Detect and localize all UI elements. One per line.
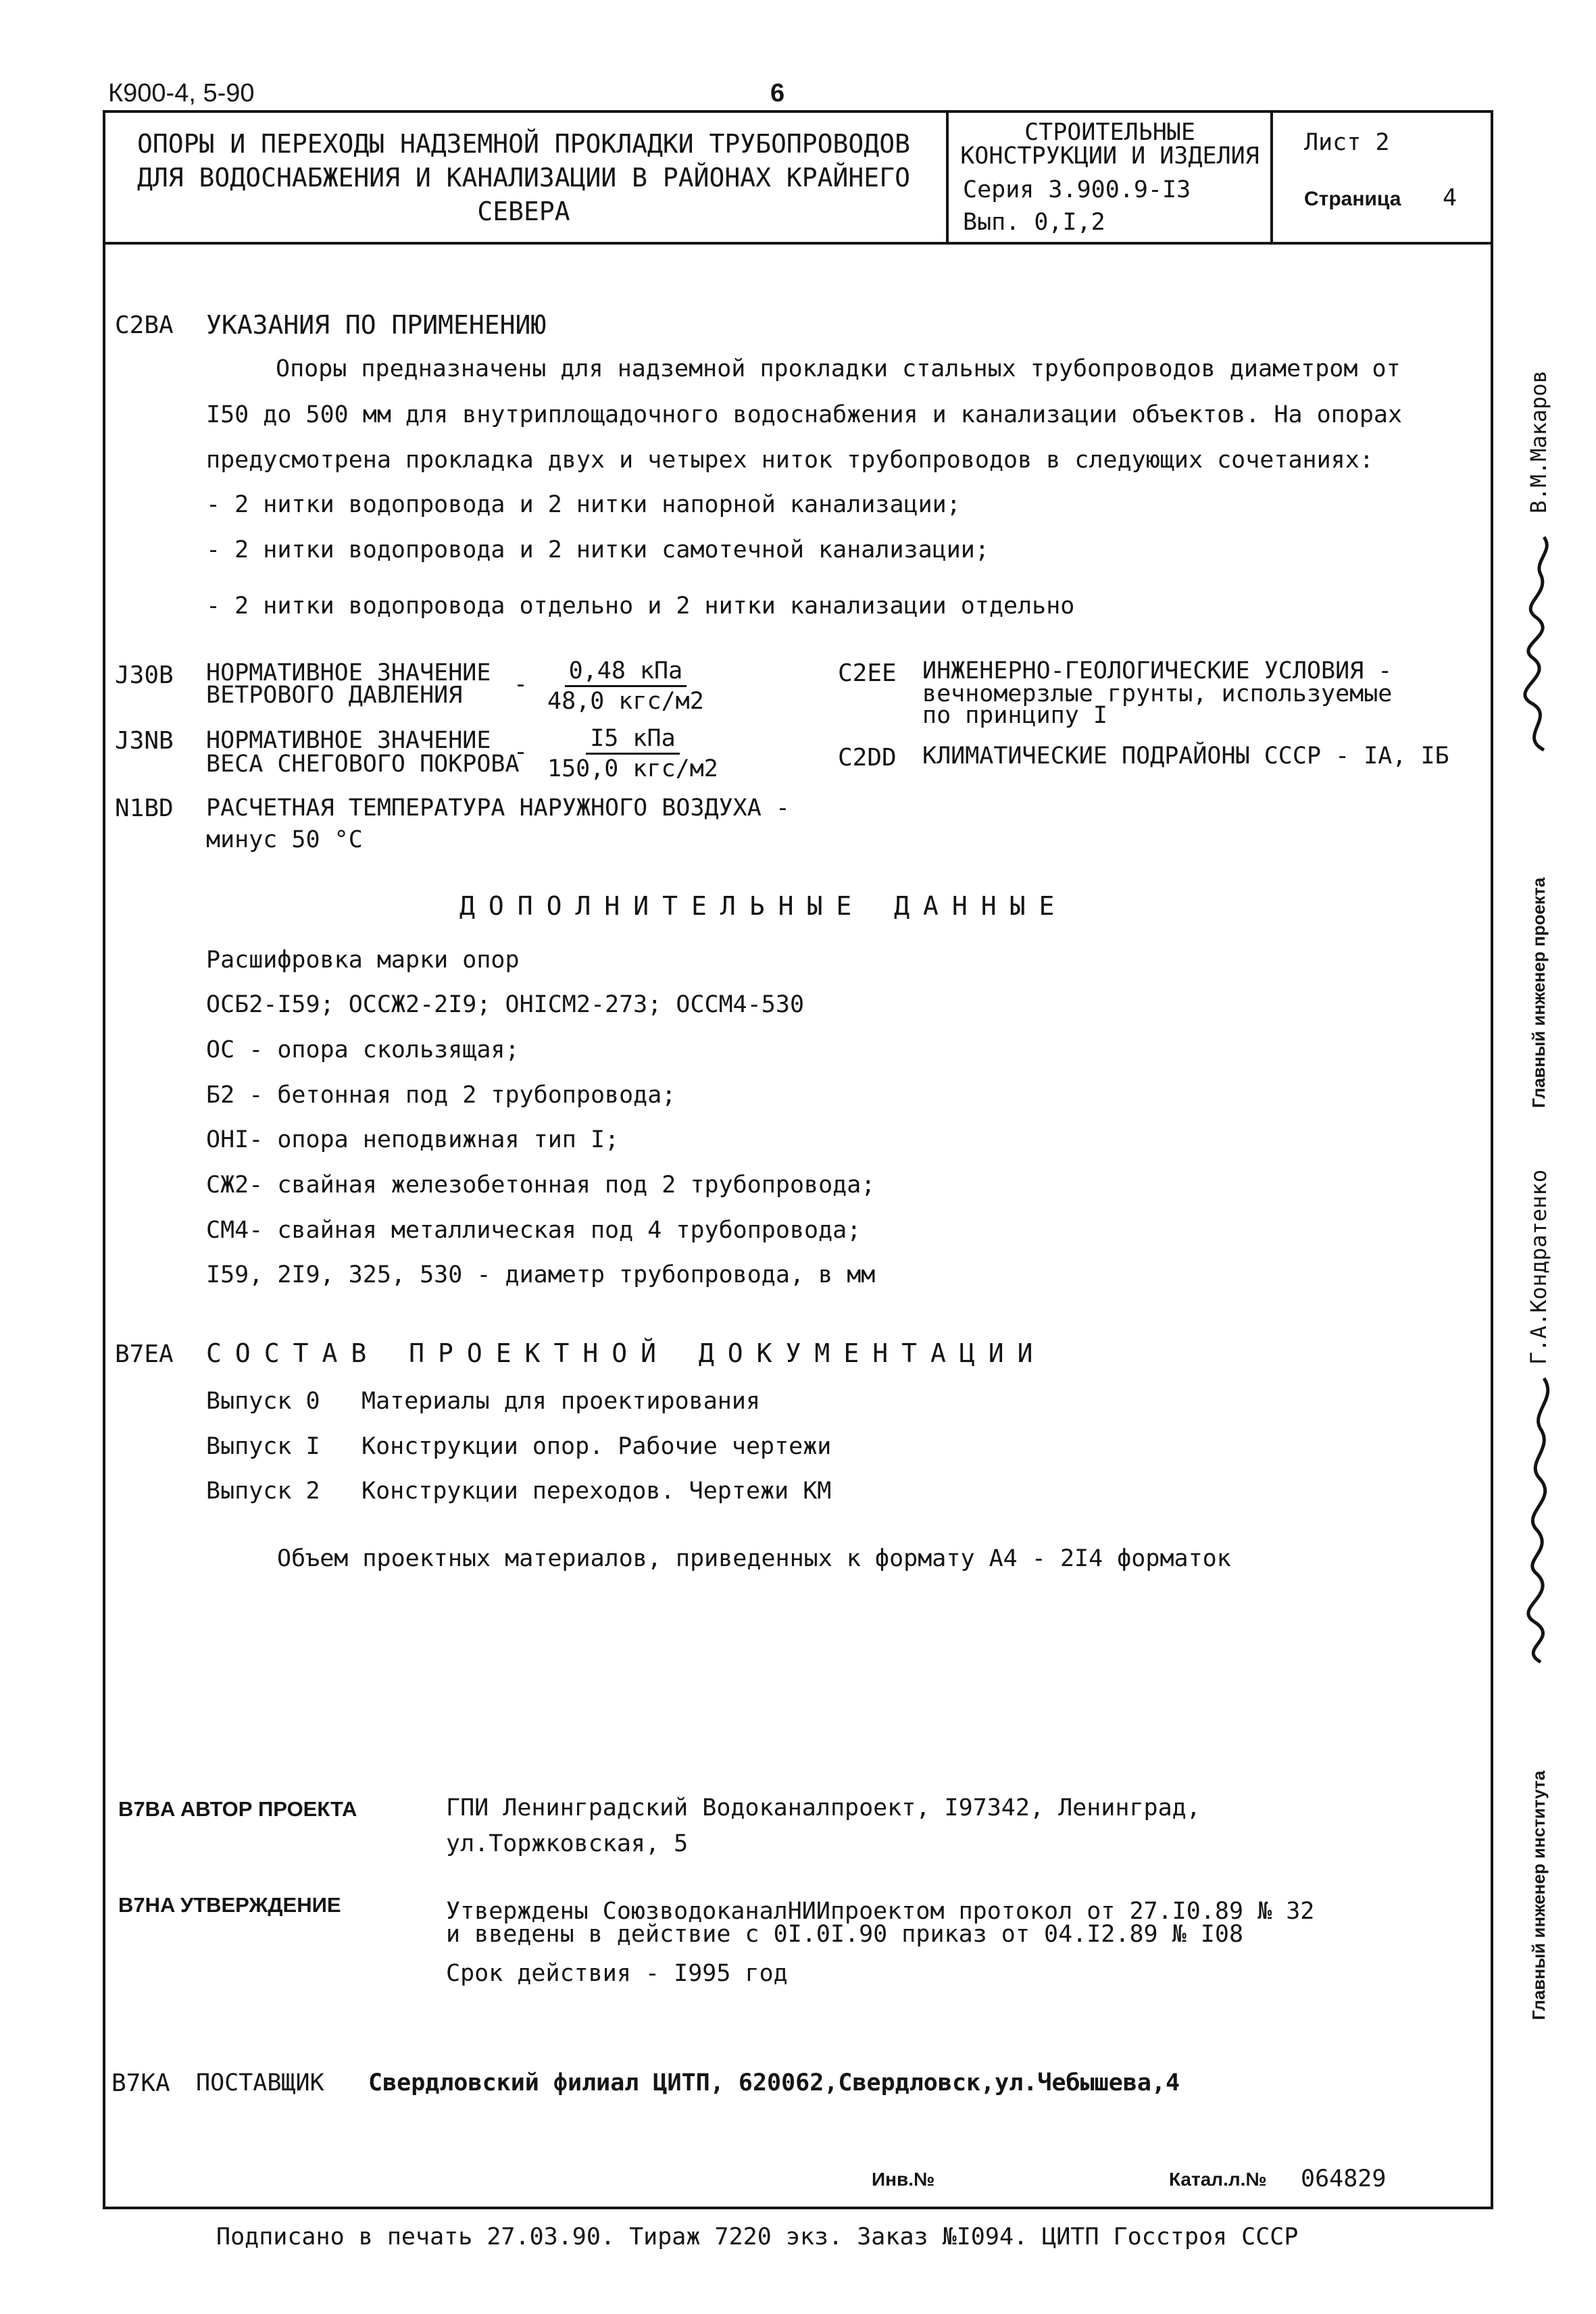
catalog-number: 064829: [1301, 2165, 1387, 2192]
page-value: 4: [1443, 184, 1457, 211]
snow-code: J3NB: [115, 727, 174, 755]
snow-label-2: ВЕСА СНЕГОВОГО ПОКРОВА: [206, 751, 520, 778]
wind-code: J30B: [115, 661, 174, 689]
geo-line-1: ИНЖЕНЕРНО-ГЕОЛОГИЧЕСКИЕ УСЛОВИЯ -: [922, 657, 1393, 684]
composition-issue-2: Выпуск 2: [206, 1478, 320, 1505]
supplier-label: ПОСТАВЩИК: [196, 2069, 324, 2096]
application-code: C2BA: [115, 311, 174, 339]
additional-line-8: I59, 2I9, 325, 530 - диаметр трубопровода, в мм: [206, 1261, 876, 1288]
issue-label: Вып. 0,I,2: [963, 209, 1105, 236]
snow-fraction: [547, 724, 718, 783]
additional-line-7: СМ4- свайная металлическая под 4 трубопровода;: [206, 1217, 862, 1244]
additional-line-4: Б2 - бетонная под 2 трубопровода;: [206, 1082, 676, 1109]
page-number: 6: [770, 79, 785, 107]
sheet-label: Лист 2: [1304, 129, 1390, 156]
snow-label-1: НОРМАТИВНОЕ ЗНАЧЕНИЕ: [206, 727, 491, 754]
author-line-1: ГПИ Ленинградский Водоканалпроект, I97342, Ленинград,: [446, 1794, 1201, 1821]
application-bullet-2: - 2 нитки водопровода и 2 нитки самотечной канализации;: [206, 536, 989, 563]
snow-value-kpa: I5 кПа: [586, 724, 679, 755]
application-para-line-1: Опоры предназначены для надземной прокладки стальных трубопроводов диаметром от: [276, 355, 1401, 382]
category-line-1: СТРОИТЕЛЬНЫЕ: [1024, 119, 1195, 146]
climate-text: КЛИМАТИЧЕСКИЕ ПОДРАЙОНЫ СССР - IA, IБ: [922, 743, 1449, 770]
print-info: Подписано в печать 27.03.90. Тираж 7220 экз. Заказ №I094. ЦИТП Госстроя СССР: [216, 2223, 1299, 2250]
additional-line-3: ОС - опора скользящая;: [206, 1036, 520, 1063]
composition-issue-1: Выпуск I: [206, 1433, 320, 1460]
wind-label-1: НОРМАТИВНОЕ ЗНАЧЕНИЕ: [206, 659, 491, 686]
wind-value-kpa: 0,48 кПа: [565, 657, 687, 687]
chief-institute-signature: [1503, 1372, 1571, 1669]
series-label: Серия 3.900.9-I3: [963, 176, 1191, 203]
chief-institute-name: Г.А.Кондратенко: [1526, 1169, 1551, 1365]
composition-title-2: Конструкции переходов. Чертежи КМ: [361, 1478, 832, 1505]
geo-line-3: по принципу I: [922, 702, 1107, 729]
approval-line-3: Срок действия - I995 год: [446, 1960, 788, 1987]
climate-code: C2DD: [838, 744, 897, 772]
wind-value-kgs: 48,0 кгс/м2: [547, 688, 704, 715]
title-line-1: ОПОРЫ И ПЕРЕХОДЫ НАДЗЕМНОЙ ПРОКЛАДКИ ТРУБОПРОВОДОВ: [137, 129, 910, 159]
application-bullet-1: - 2 нитки водопровода и 2 нитки напорной канализации;: [206, 491, 961, 518]
title-line-3: СЕВЕРА: [477, 197, 570, 226]
document-code: К900-4, 5-90: [108, 79, 255, 107]
inventory-label: Инв.№: [872, 2169, 935, 2190]
author-line-2: ул.Торжковская, 5: [446, 1830, 689, 1857]
geo-code: C2EE: [838, 659, 897, 687]
supplier-code: B7KA: [111, 2069, 170, 2097]
additional-line-5: ОНI- опора неподвижная тип I;: [206, 1126, 620, 1153]
supplier-text: Свердловский филиал ЦИТП, 620062,Свердловск,ул.Чебышева,4: [368, 2069, 1180, 2096]
title-line-2: ДЛЯ ВОДОСНАБЖЕНИЯ И КАНАЛИЗАЦИИ В РАЙОНАХ КРАЙНЕГО: [137, 163, 910, 193]
additional-line-2: ОСБ2-I59; ОССЖ2-2I9; ОНIСМ2-273; ОССМ4-530: [206, 991, 805, 1018]
additional-heading: ДОПОЛНИТЕЛЬНЫЕ ДАННЫЕ: [459, 891, 1068, 921]
chief-project-title: Главный инженер проекта: [1528, 877, 1549, 1108]
additional-line-1: Расшифровка марки опор: [206, 947, 520, 974]
composition-heading: СОСТАВ ПРОЕКТНОЙ ДОКУМЕНТАЦИИ: [206, 1338, 1047, 1368]
application-para-line-2: I50 до 500 мм для внутриплощадочного водоснабжения и канализации объектов. На опорах: [206, 401, 1403, 428]
wind-dash: -: [514, 671, 528, 698]
application-bullet-3: - 2 нитки водопровода отдельно и 2 нитки канализации отдельно: [206, 593, 1075, 620]
approval-line-2: и введены в действие с 0I.0I.90 приказ от 04.I2.89 № I08: [446, 1921, 1244, 1948]
temp-line-2: минус 50 °С: [206, 826, 363, 853]
chief-project-name: В.М.Макаров: [1526, 370, 1551, 513]
approval-label: B7HA УТВЕРЖДЕНИЕ: [118, 1893, 341, 1917]
chief-institute-title: Главный инженер института: [1528, 1770, 1549, 2020]
temp-line-1: РАСЧЕТНАЯ ТЕМПЕРАТУРА НАРУЖНОГО ВОЗДУХА -: [206, 795, 790, 822]
catalog-label: Катал.л.№: [1169, 2169, 1267, 2190]
wind-fraction: [547, 657, 704, 715]
composition-title-1: Конструкции опор. Рабочие чертежи: [361, 1433, 832, 1460]
composition-title-0: Материалы для проектирования: [361, 1388, 761, 1415]
application-para-line-3: предусмотрена прокладка двух и четырех ниток трубопроводов в следующих сочетаниях:: [206, 447, 1374, 474]
author-label: B7BA АВТОР ПРОЕКТА: [118, 1797, 357, 1821]
wind-label-2: ВЕТРОВОГО ДАВЛЕНИЯ: [206, 682, 463, 709]
geo-line-2: вечномерзлые грунты, используемые: [922, 680, 1393, 707]
composition-code: B7EA: [115, 1340, 174, 1368]
chief-project-signature: [1503, 534, 1571, 757]
category-line-2: КОНСТРУКЦИИ И ИЗДЕЛИЯ: [960, 143, 1260, 170]
temp-code: N1BD: [115, 795, 174, 822]
composition-volume: Объем проектных материалов, приведенных к формату А4 - 2I4 форматок: [277, 1545, 1231, 1572]
page-label: Страница: [1304, 188, 1401, 210]
application-heading: УКАЗАНИЯ ПО ПРИМЕНЕНИЮ: [206, 310, 547, 340]
approval-line-1: Утверждены СоюзводоканалНИИпроектом протокол от 27.I0.89 № 32: [446, 1898, 1315, 1925]
composition-issue-0: Выпуск 0: [206, 1388, 320, 1415]
snow-value-kgs: 150,0 кгс/м2: [547, 755, 718, 782]
snow-dash: -: [514, 738, 528, 765]
additional-line-6: СЖ2- свайная железобетонная под 2 трубопровода;: [206, 1172, 876, 1199]
